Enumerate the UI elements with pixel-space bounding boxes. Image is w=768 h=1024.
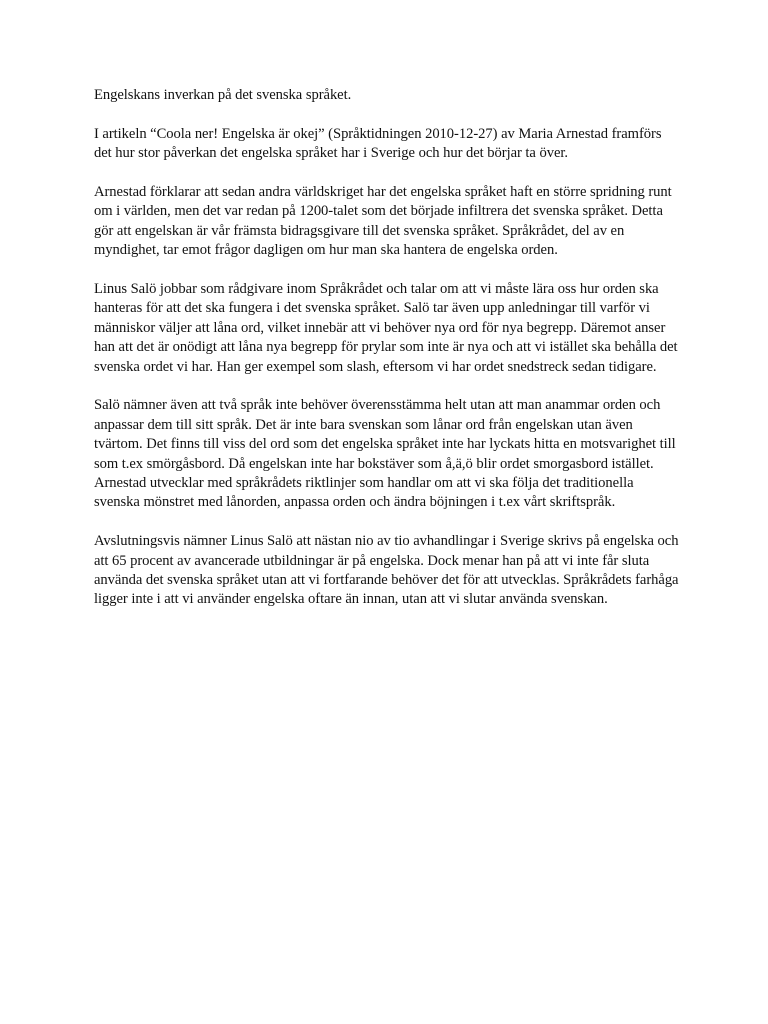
paragraph-4: Salö nämner även att två språk inte behöver överensstämma helt utan att man anammar orden och anpassar dem till sitt språk. Det är inte bara svenskan som lånar ord från engelskan utan även tvärtom. Det finns till viss del ord som det engelska språket inte har lyckats hitta en motsvarighet till som t.ex smörgåsbord. Då engelskan inte har bokstäver som å,ä,ö blir ordet smorgasbord istället. Arnestad utvecklar med språkrådets riktlinjer som handlar om att vi ska följa det traditionella svenska mönstret med lånorden, anpassa orden och ändra böjningen i t.ex vårt skriftspråk.	[94, 397, 676, 511]
paragraph-1: I artikeln “Coola ner! Engelska är okej” (Språktidningen 2010-12-27) av Maria Arnestad framförs det hur stor påverkan det engelska språket har i Sverige och hur det börjar ta över.	[94, 125, 662, 162]
document-title: Engelskans inverkan på det svenska språket.	[94, 87, 352, 103]
paragraph-2: Arnestad förklarar att sedan andra världskriget har det engelska språket haft en större spridning runt om i världen, men det var redan på 1200-talet som det började infiltrera det svenska språket. Detta gör att engelskan är vår främsta bidragsgivare till det svenska språket. Språkrådet, del av en myndighet, tar emot frågor dagligen om hur man ska hantera de engelska orden.	[94, 184, 672, 259]
paragraph-5: Avslutningsvis nämner Linus Salö att nästan nio av tio avhandlingar i Sverige skrivs på engelska och att 65 procent av avancerade utbildningar är på engelska. Dock menar han på att vi inte får sluta använda det svenska språket utan att vi fortfarande behöver det för att utvecklas. Språkrådets farhåga ligger inte i att vi använder engelska oftare än innan, utan att vi slutar använda svenskan.	[94, 533, 679, 608]
document-body	[94, 86, 679, 629]
paragraph-3: Linus Salö jobbar som rådgivare inom Språkrådet och talar om att vi måste lära oss hur orden ska hanteras för att det ska fungera i det svenska språket. Salö tar även upp anledningar till varför vi människor väljer att låna ord, vilket innebär att vi behöver nya ord för nya begrepp. Däremot anser han att det är onödigt att låna nya begrepp för prylar som inte är nya och att vi istället ska behålla det svenska ordet vi har. Han ger exempel som slash, eftersom vi har ordet snedstreck sedan tidigare.	[94, 281, 678, 375]
